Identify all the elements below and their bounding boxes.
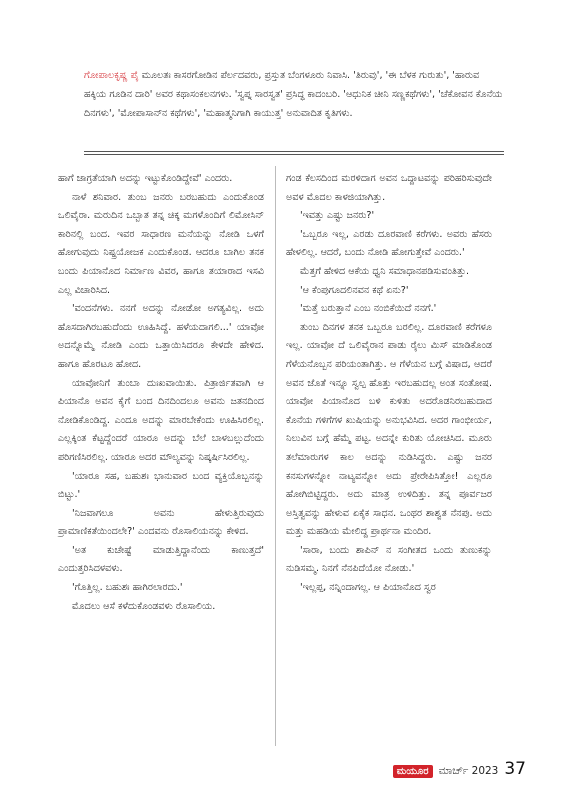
page-number: 37 (504, 759, 526, 779)
paragraph: ಗಂಡ ಕೆಲಸದಿಂದ ಮರಳಿದಾಗ ಅವನ ಒದ್ದಾಟವನ್ನು ಪರಿಹರಿಸುವುದೇ ಅವಳ ಮೊದಲ ಕಾಳಜಿಯಾಗಿತ್ತು. (286, 173, 492, 203)
column-divider (275, 166, 276, 746)
author-bio-text: ಮೂಲತಃ ಕಾಸರಗೋಡಿನ ಪೆರ್ಲದವರು, ಪ್ರಸ್ತುತ ಬೆಂಗಳೂರು ನಿವಾಸಿ. 'ತಿರುವು', 'ಈ ಬೆಳಕ ಗುರುತು', 'ಹಾರುವ ಹಕ್ಕಿಯ ಗೂಡಿನ ದಾರಿ' ಅವರ ಕಥಾಸಂಕಲನಗಳು. 'ಸ್ವಪ್ನ ಸಾರಸ್ವತ' ಪ್ರಸಿದ್ಧ ಕಾದಂಬರಿ. 'ಆಧುನಿಕ ಚೀನಿ ಸಣ್ಣಕಥೆಗಳು', 'ಚೆಕೋವನ ಕೊನೆಯ ದಿನಗಳು', 'ಮೋಪಾಸಾನ್‍ನ ಕಥೆಗಳು', 'ಮಹಾತ್ಮನಿಗಾಗಿ ಕಾಯುತ್ತ' ಅನುವಾದಿತ ಕೃತಿಗಳು. (84, 70, 503, 119)
story-column-left (58, 170, 264, 616)
author-name: ಗೋಪಾಲಕೃಷ್ಣ ಪೈ (84, 70, 139, 81)
bio-divider-bottom (84, 154, 504, 155)
paragraph: 'ಮತ್ತೆ ಬರುತ್ತಾನೆ ಎಂಬ ನಂಬಿಕೆಯಿದೆ ನನಗೆ.' (300, 303, 437, 315)
paragraph: ನಾಳೆ ಶನಿವಾರ. ತುಂಬ ಜನರು ಬರಬಹುದು ಎಂದುಕೊಂಡ ಒಲಿವೈರಾ. ಮರುದಿನ ಒಬ್ಬಾತ ತನ್ನ ಚಿಕ್ಕ ಮಗಳೊಂದಿಗೆ ಲಿಮೋಸಿನ್ ಕಾರಿನಲ್ಲಿ ಬಂದ. ಇವರ ಸಾಧಾರಣ ಮನೆಯನ್ನು ನೋಡಿ ಒಳಗೆ ಹೋಗುವುದು ನಿಷ್ಪ್ರಯೋಜಕ ಎಂದುಕೊಂಡ. ಆದರೂ ಬಾಗಿಲ ತನಕ ಬಂದು ಪಿಯಾನೊದ ನಿರ್ಮಾಣ ವಿವರ, ಹಾಗೂ ತಯಾರಾದ ಇಸವಿ ಎಲ್ಲ ವಿಚಾರಿಸಿದ. (58, 191, 264, 296)
story-column-right (286, 170, 492, 598)
paragraph: 'ಯಾರೂ ಸಹ, ಬಹುಶಃ ಭಾನುವಾರ ಬಂದ ವ್ಯಕ್ತಿಯೊಬ್ಬನನ್ನು ಬಿಟ್ಟು.' (58, 470, 264, 501)
paragraph: ತುಂಬ ದಿನಗಳ ತನಕ ಒಬ್ಬರೂ ಬರಲಿಲ್ಲ. ದೂರವಾಣಿ ಕರೆಗಳೂ ಇಲ್ಲ. ಯಾವೋ ದೆ ಒಲಿವೈರಾನ ಪಾಡು ರೈಲು ಮಿಸ್ ಮಾಡಿಕೊಂಡ ಗೆಳೆಯನೊಬ್ಬನ ಪರಿಯಂತಾಗಿತ್ತು. ಆ ಗೆಳೆಯನ ಬಗ್ಗೆ ವಿಷಾದ, ಆದರೆ ಅವನ ಜೊತೆ ಇನ್ನೂ ಸ್ವಲ್ಪ ಹೊತ್ತು ಇರಬಹುದಲ್ಲ ಅಂತ ಸಂತೋಷ. ಯಾವೋ ಪಿಯಾನೊದ ಬಳಿ ಕುಳಿತು ಅದರೊಡನಿರಬಹುದಾದ ಕೊನೆಯ ಗಳಿಗೆಗಳ ಖುಷಿಯನ್ನು ಅನುಭವಿಸಿದ. ಅದರ ಗಾಂಭೀರ್ಯ, ನಿಲುವಿನ ಬಗ್ಗೆ ಹೆಮ್ಮೆ ಪಟ್ಟ. ಅದನ್ನೇ ಕುರಿತು ಯೋಚಿಸಿದ. ಮೂರು ತಲೆಮಾರುಗಳ ಕಾಲ ಅದನ್ನು ನುಡಿಸಿದ್ದರು. ಎಷ್ಟು ಜನರ ಕನಸುಗಳನ್ನೋ ನಾಟ್ಯವನ್ನೋ ಅದು ಪ್ರೇರೇಪಿಸಿತ್ತೋ! ಎಲ್ಲರೂ ಹೋಗಿಬಿಟ್ಟಿದ್ದರು. ಅದು ಮಾತ್ರ ಉಳಿದಿತ್ತು. ತನ್ನ ಪೂರ್ವಜರ ಅಸ್ತಿತ್ವವನ್ನು ಹೇಳುವ ಏಕೈಕ ಸಾಧನ. ಒಂಥರ ಶಾಶ್ವತ ನೆನಪು. ಅದು ಮತ್ತು ಮಹಡಿಯ ಮೇಲಿದ್ದ ಪ್ರಾರ್ಥನಾ ಮಂದಿರ. (286, 321, 492, 538)
page-footer (393, 759, 526, 787)
bio-divider-top (84, 151, 504, 152)
magazine-logo: ಮಯೂರ (393, 765, 433, 778)
paragraph: 'ಅತ ಕುಚೇಷ್ಟೆ ಮಾಡುತ್ತಿದ್ದಾನೆಂದು ಕಾಣುತ್ತದೆ' ಎಂದುತ್ತರಿಸಿದಳವಳು. (58, 544, 264, 575)
paragraph: 'ಗೊತ್ತಿಲ್ಲ. ಬಹುಶಃ ಹಾಗಿರಲಾರದು.' (72, 582, 183, 594)
paragraph: ಮೆತ್ತಗೆ ಹೇಳಿದ ಆಕೆಯ ಧ್ವನಿ ಸಮಾಧಾನಪಡಿಸುವಂತಿತ್ತು. (300, 265, 470, 277)
paragraph: 'ಸಾರಾ, ಬಂದು ಶಾಪಿನ್ ನ ಸಂಗೀತದ ಒಂದು ತುಣುಕನ್ನು ನುಡಿಸಮ್ಮ. ನಿನಗೆ ನೆನಪಿದೆಯೋ ನೋಡು.' (286, 544, 492, 575)
paragraph: ಮೊದಲು ಆಸೆ ಕಳೆದುಕೊಂಡವಳು ರೊಸಾಲಿಯ. (72, 600, 216, 612)
paragraph: 'ನಿಜವಾಗಲೂ ಅವನು ಹೇಳುತ್ತಿರುವುದು ಪ್ರಾಮಾಣಿಕತೆಯಿಂದಲೇ?' ಎಂದವನು ರೊಸಾಲಿಯನನ್ನು ಕೇಳಿದ. (58, 507, 264, 538)
paragraph: 'ವಂದನೆಗಳು. ನನಗೆ ಅದನ್ನು ನೋಡೋ ಅಗತ್ಯವಿಲ್ಲ. ಅದು ಹೊಸದಾಗಿರಬಹುದೆಂದು ಊಹಿಸಿದ್ದೆ. ಹಳೆಯದಾಗಲಿ...' ಯಾವೋ ಅದನ್ನೊಮ್ಮೆ ನೋಡಿ ಎಂದು ಒತ್ತಾಯಿಸಿದರೂ ಕೇಳದೇ ಹೇಳಿದ. ಹಾಗೂ ಹೊರಟೂ ಹೋದ. (58, 303, 264, 370)
paragraph: ಯಾವೋನಿಗೆ ತುಂಬಾ ದುಃಖವಾಯಿತು. ಪಿತ್ರಾರ್ಜಿತವಾಗಿ ಆ ಪಿಯಾನೊ ಅವನ ಕೈಗೆ ಬಂದ ದಿನದಿಂದಲೂ ಅವನು ಜತನದಿಂದ ನೋಡಿಕೊಂಡಿದ್ದ. ಎಂದೂ ಅದನ್ನು ಮಾರಬೇಕೆಂದು ಊಹಿಸಿರಲಿಲ್ಲ. ಎಲ್ಲಕ್ಕಿಂತ ಕೆಟ್ಟದ್ದೆಂದರೆ ಯಾರೂ ಅದನ್ನು ಬೆಲೆ ಬಾಳಬಲ್ಲುದೆಂದು ಪರಿಗಣಿಸಿರಲಿಲ್ಲ. ಯಾರೂ ಅದರ ಮೌಲ್ಯವನ್ನು ನಿಷ್ಕರ್ಷಿಸಿರಲಿಲ್ಲ. (58, 377, 264, 463)
paragraph: 'ಇಲ್ಲಪ್ಪ, ನನ್ನಿಂದಾಗಲ್ಲ. ಆ ಪಿಯಾನೊದ ಸ್ವರ (300, 582, 436, 594)
author-bio (84, 66, 504, 123)
paragraph: ಹಾಗೆ ಜಾಗ್ರತೆಯಾಗಿ ಅದನ್ನು ಇಟ್ಟುಕೊಂಡಿದ್ದೇವೆ' ಎಂದರು. (58, 173, 233, 184)
paragraph: 'ಆ ಕೆಂಪುಗೂದಲಿನವನ ಕಥೆ ಏನು?' (300, 284, 409, 296)
paragraph: 'ಇವತ್ತು ಎಷ್ಟು ಜನರು?' (300, 210, 375, 222)
issue-month: ಮಾರ್ಚ್ 2023 (438, 765, 499, 777)
paragraph: 'ಒಬ್ಬರೂ ಇಲ್ಲ, ಎರಡು ದೂರವಾಣಿ ಕರೆಗಳು. ಅವರು ಹೆಸರು ಹೇಳಲಿಲ್ಲ. ಆದರೆ, ಬಂದು ನೋಡಿ ಹೋಗುತ್ತೇವೆ ಎಂದರು.' (286, 228, 492, 259)
